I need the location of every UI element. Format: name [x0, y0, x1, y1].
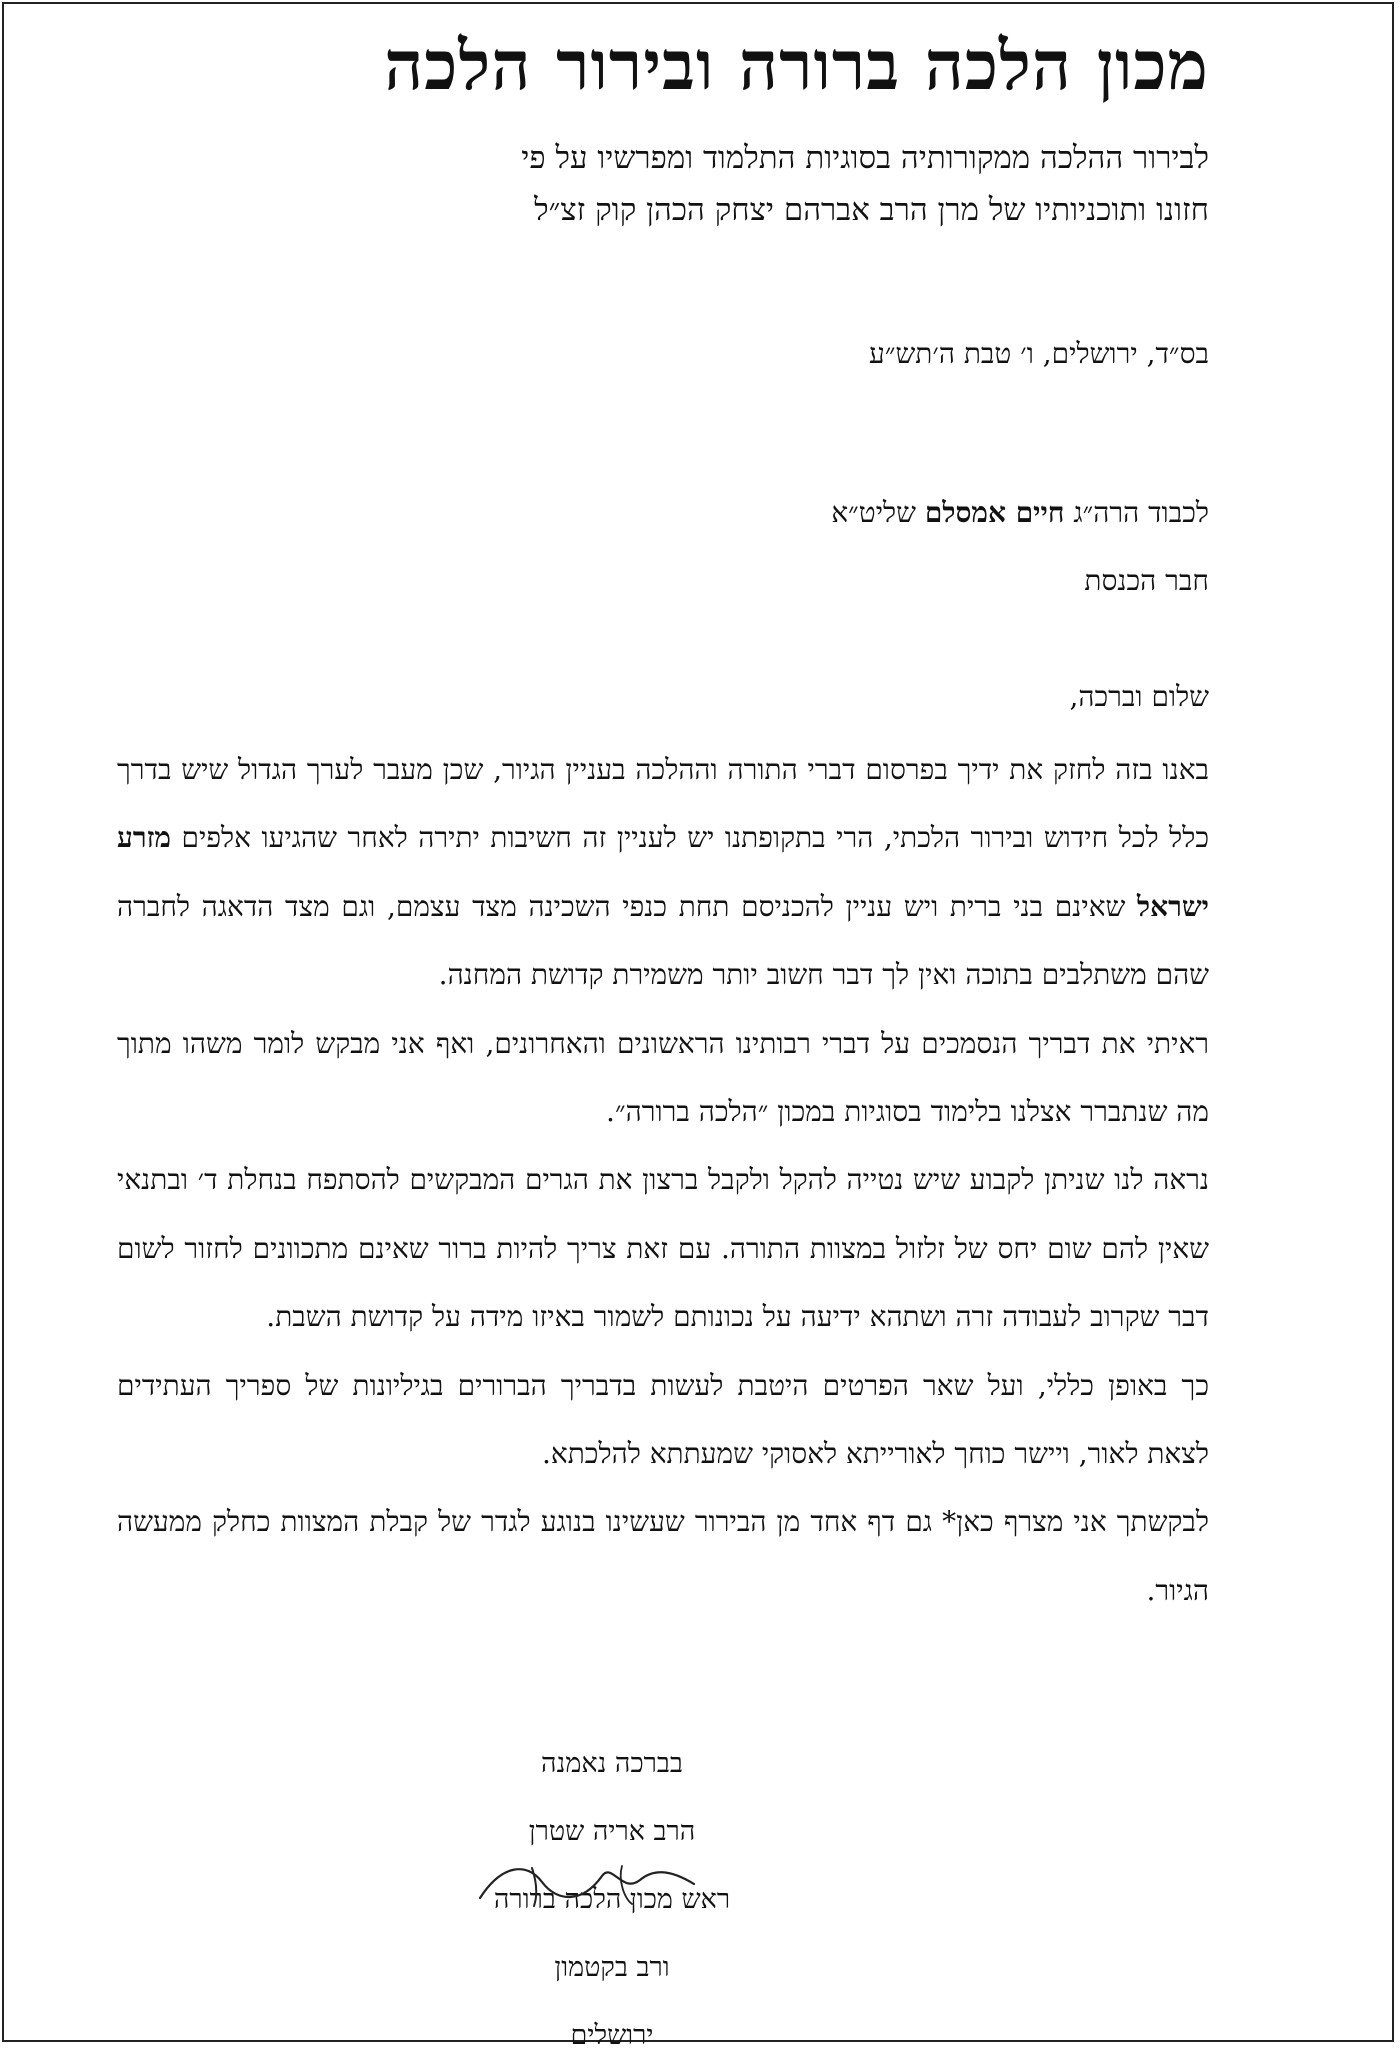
addressee-suffix: שליט״א — [831, 496, 916, 529]
letterhead-title: מכון הלכה ברורה ובירור הלכה — [384, 26, 1209, 106]
body-paragraph-1-part-b: שאינם בני ברית ויש עניין להכניסם תחת כנפי השכינה מצד עצמם, וגם מצד הדאגה לחברה שהם משתלבים בתוכה ואין לך דבר חשוב יותר משמירת קדושת המחנה. — [117, 889, 1209, 992]
addressee-title: חבר הכנסת — [1084, 564, 1209, 597]
letterhead-subtitle — [169, 132, 1209, 236]
letterhead-subtitle-line-2: חזונו ותוכניותיו של מרן הרב אברהם יצחק הכהן קוק זצ״ל — [534, 192, 1209, 228]
letterhead-subtitle-line-1: לבירור ההלכה ממקורותיה בסוגיות התלמוד ומפרשיו על פי — [521, 140, 1209, 176]
letter-body — [117, 736, 1209, 1625]
signoff-name: הרב אריה שטרן — [528, 1816, 696, 1847]
body-paragraph-1 — [117, 736, 1209, 1010]
body-paragraph-5: לבקשתך אני מצרף כאן* גם דף אחד מן הבירור שעשינו בנוגע לגדר של קבלת המצוות כחלק ממעשה הגיור. — [117, 1505, 1209, 1607]
signoff-also: ורב בקטמון — [554, 1952, 670, 1983]
body-paragraph-3: נראה לנו שניתן לקבוע שיש נטייה להקל ולקבל ברצון את הגרים המבקשים להסתפח בנחלת ד׳ ובתנאי שאין להם שום יחס של זלזול במצוות התורה. עם זאת צריך להיות ברור שאינם מתכוונים לחזור לשום דבר שקרוב לעבודה זרה ושתהא ידיעה על נכונותם לשמור באיזו מידה על קדושת השבת. — [117, 1163, 1209, 1334]
greeting: שלום וברכה, — [1069, 680, 1209, 713]
addressee — [831, 479, 1209, 615]
body-paragraph-1-part-a: באנו בזה לחזק את ידיך בפרסום דברי התורה וההלכה בעניין הגיור, שכן מעבר לערך הגדול שיש בדרך כלל לכל חידוש ובירור הלכתי, הרי בתקופתנו יש לעניין זה חשיבות יתירה לאחר שהגיעו אלפים — [117, 753, 1210, 855]
addressee-prefix: לכבוד הרה״ג — [1073, 496, 1209, 529]
body-paragraph-2: ראיתי את דבריך הנסמכים על דברי רבותינו הראשונים והאחרונים, ואף אני מבקש לומר משהו מתוך מה שנתברר אצלנו בלימוד בסוגיות במכון ״הלכה ברורה״. — [117, 1026, 1209, 1129]
addressee-line — [831, 479, 1209, 547]
letter-date: בס״ד, ירושלים, ו׳ טבת ה׳תש״ע — [869, 337, 1209, 370]
signoff-position: ראש מכון הלכה ברורה — [493, 1884, 731, 1915]
signoff-closing: בברכה נאמנה — [541, 1748, 683, 1779]
addressee-name: חיים אמסלם — [924, 496, 1065, 529]
body-paragraph-1-bold: מזרע ישראל — [117, 821, 1209, 923]
signoff-city: ירושלים — [570, 2020, 654, 2051]
body-paragraph-4: כך באופן כללי, ועל שאר הפרטים היטבת לעשות בדבריך הברורים בגיליונות של ספריך העתידים לצאת לאור, ויישר כוחך לאורייתא לאסוקי שמעתתא להלכתא. — [117, 1368, 1209, 1471]
letter-page — [2, 2, 1394, 2051]
signature-block — [432, 1730, 792, 2070]
